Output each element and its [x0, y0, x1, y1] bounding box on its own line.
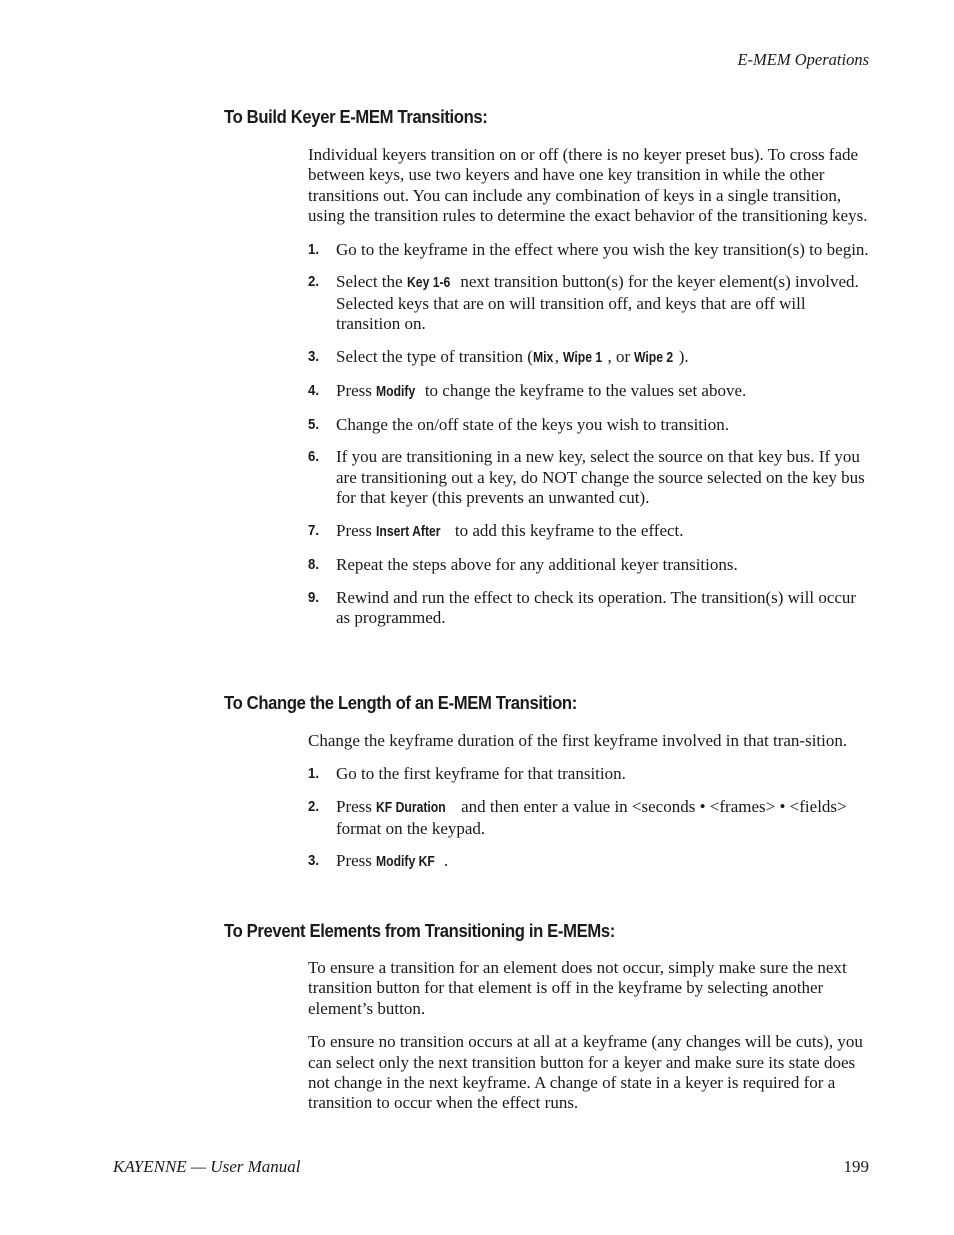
- step-number: 4.: [308, 381, 320, 399]
- intro-paragraph: Change the keyframe duration of the first keyframe involved in that tran-sition.: [308, 731, 848, 750]
- step-text: Go to the first keyframe for that transition.: [336, 764, 626, 784]
- ui-button-label: Modify KF: [376, 854, 436, 871]
- step-text: Rewind and run the effect to check its operation. The transition(s) will occur as programmed.: [336, 587, 857, 628]
- step-number: 3.: [308, 852, 320, 870]
- step-text: to add this keyframe to the effect.: [450, 521, 684, 541]
- step-number: 8.: [308, 555, 320, 573]
- ui-button-label: Modify: [376, 383, 416, 400]
- step-number: 1.: [308, 240, 320, 258]
- step-text: Select the: [336, 272, 407, 292]
- step-item: [308, 447, 870, 508]
- ui-button-label: Key 1-6: [406, 275, 451, 292]
- step-text: and then enter a value in <seconds • <frames> • <fields> format on the keypad.: [336, 797, 847, 838]
- step-text: ).: [678, 347, 689, 367]
- step-text: Change the on/off state of the keys you wish to transition.: [336, 414, 729, 434]
- step-list: [308, 240, 870, 629]
- step-text: next transition button(s) for the keyer element(s) involved. Selected keys that are on will transition off, and keys that are off will transition on.: [336, 272, 859, 334]
- body-paragraph: To ensure no transition occurs at all at a keyframe (any changes will be cuts), you can select only the next transition button for a keyer and make sure its state does not change in the next keyframe. A change of state in a keyer is required for a transition to occur when the effect runs.: [308, 1032, 863, 1113]
- step-text: Press: [336, 521, 377, 541]
- ui-button-label: KF Duration: [376, 800, 446, 817]
- step-number: 9.: [308, 588, 320, 606]
- step-number: 2.: [308, 798, 320, 816]
- step-number: 7.: [308, 522, 320, 540]
- section-body-prevent-transitions: [308, 958, 870, 1127]
- step-item: [308, 555, 870, 575]
- step-item: [308, 521, 870, 542]
- step-item: [308, 381, 870, 402]
- step-list: [308, 764, 870, 872]
- step-number: 3.: [308, 348, 320, 366]
- section-body-change-length: [308, 731, 870, 885]
- step-text: Press: [336, 851, 377, 871]
- step-item: [308, 851, 870, 872]
- step-item: [308, 764, 870, 784]
- intro-paragraph: Individual keyers transition on or off (there is no keyer preset bus). To cross fade between keys, use two keyers and have one key transition in while the other transitions out. You can include any combination of keys in a single transition, using the transition rules to determine the exact behavior of the transitioning keys.: [308, 145, 868, 226]
- step-text: to change the keyframe to the values set above.: [420, 380, 747, 400]
- ui-button-label: Insert After: [376, 524, 441, 541]
- step-text: ,: [554, 347, 564, 367]
- section-heading-prevent-transitions: To Prevent Elements from Transitioning in E-MEMs:: [224, 920, 615, 941]
- step-number: 2.: [308, 273, 320, 291]
- step-text: Select the type of transition (: [336, 347, 533, 367]
- step-item: [308, 272, 870, 334]
- section-heading-build-keyer: To Build Keyer E-MEM Transitions:: [224, 106, 488, 127]
- step-item: [308, 588, 870, 629]
- step-text: If you are transitioning in a new key, select the source on that key bus. If you are transitioning out a key, do NOT change the source selected on the key bus for that keyer (this prevents an unwanted cut).: [336, 447, 865, 508]
- step-number: 1.: [308, 765, 320, 783]
- step-number: 6.: [308, 448, 320, 466]
- ui-button-label: Wipe 1: [563, 350, 603, 367]
- step-item: [308, 347, 870, 368]
- step-text: Press: [336, 797, 377, 817]
- step-item: [308, 797, 870, 839]
- body-paragraph: To ensure a transition for an element does not occur, simply make sure the next transition button for that element is off in the keyframe by selecting another element’s button.: [308, 958, 847, 1018]
- step-text: Repeat the steps above for any additional keyer transitions.: [336, 554, 738, 574]
- footer-manual-title: KAYENNE — User Manual: [113, 1157, 301, 1176]
- section-body-build-keyer: [308, 145, 870, 641]
- step-text: Press: [336, 380, 377, 400]
- step-text: Go to the keyframe in the effect where you wish the key transition(s) to begin.: [336, 239, 869, 259]
- page-footer: [113, 1157, 869, 1177]
- ui-button-label: Wipe 2: [634, 350, 674, 367]
- step-number: 5.: [308, 415, 320, 433]
- step-text: , or: [607, 347, 635, 367]
- ui-button-label: Mix: [532, 350, 554, 367]
- step-item: [308, 240, 870, 260]
- section-heading-change-length: To Change the Length of an E-MEM Transition:: [224, 692, 577, 713]
- running-head: E-MEM Operations: [737, 50, 869, 69]
- step-text: .: [443, 851, 449, 871]
- step-item: [308, 415, 870, 435]
- page-number: 199: [843, 1157, 869, 1176]
